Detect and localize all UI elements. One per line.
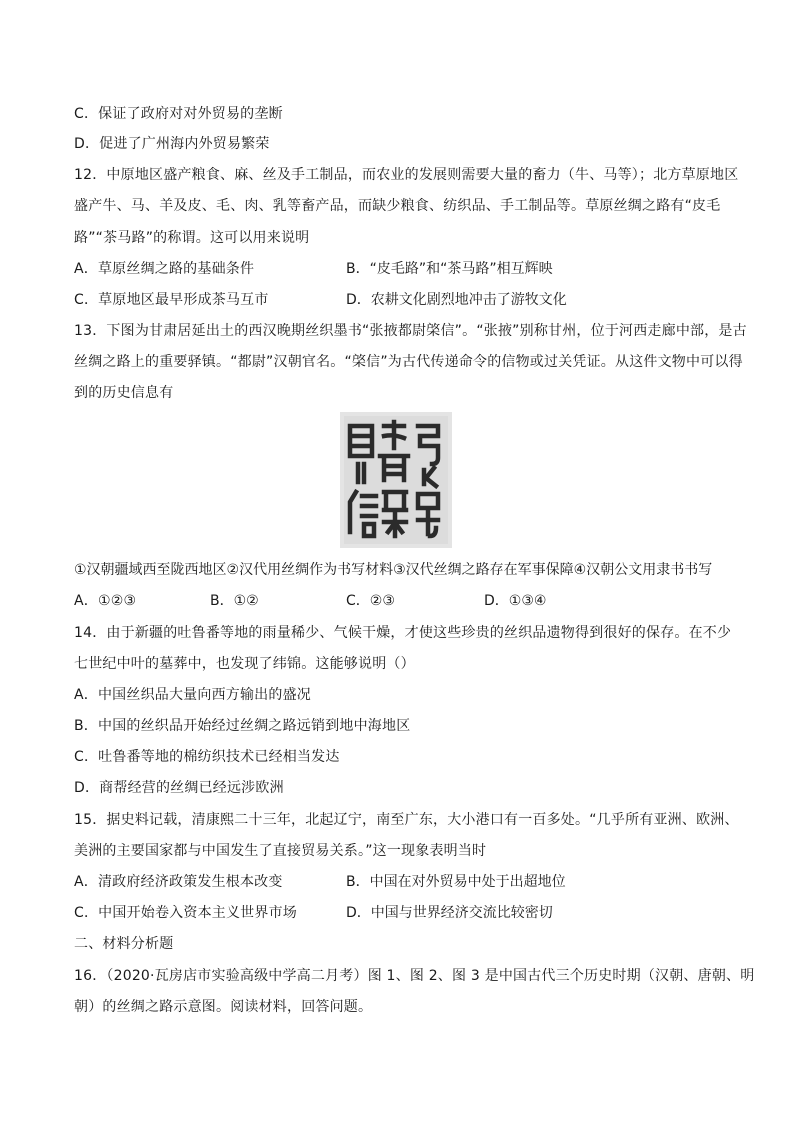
q12-option-b: B．“皮毛路”和“茶马路”相互辉映	[346, 261, 553, 277]
q13-option-c: C．②③	[346, 593, 395, 609]
q13-option-d: D．①③④	[484, 593, 547, 609]
q15-option-b: B．中国在对外贸易中处于出超地位	[346, 874, 566, 890]
q14-stem-line-1: 14．由于新疆的吐鲁番等地的雨量稀少、气候干燥，才使这些珍贵的丝织品遗物得到很好的保存。在不少	[74, 625, 732, 641]
q11-option-d: D．促进了广州海内外贸易繁荣	[74, 136, 270, 152]
q14-option-a: A．中国丝织品大量向西方输出的盛况	[74, 687, 311, 703]
q15-option-c: C．中国开始卷入资本主义世界市场	[74, 905, 297, 921]
q12-stem-line-1: 12．中原地区盛产粮食、麻、丝及手工制品，而农业的发展则需要大量的畜力（牛、马等）；北方草原地区	[74, 167, 739, 183]
q13-statements: ①汉朝疆域西至陇西地区②汉代用丝绸作为书写材料③汉代丝绸之路存在军事保障④汉朝公文用隶书书写	[74, 562, 713, 578]
q12-option-c: C．草原地区最早形成茶马互市	[74, 292, 269, 308]
q14-option-c: C．吐鲁番等地的棉纺织技术已经相当发达	[74, 749, 340, 765]
q15-stem-line-1: 15．据史料记载，清康熙二十三年，北起辽宁，南至广东，大小港口有一百多处。“几乎所有亚洲、欧洲、	[74, 812, 739, 828]
q12-option-a: A．草原丝绸之路的基础条件	[74, 261, 255, 277]
section-heading-material-analysis: 二、材料分析题	[74, 936, 174, 952]
q13-option-b: B．①②	[210, 593, 259, 609]
q15-option-d: D．中国与世界经济交流比较密切	[346, 905, 553, 921]
q13-option-a: A．①②③	[74, 593, 137, 609]
silk-seal-image	[340, 412, 452, 548]
q14-option-d: D．商帮经营的丝绸已经远涉欧洲	[74, 780, 284, 796]
q12-option-d: D．农耕文化剧烈地冲击了游牧文化	[346, 292, 567, 308]
q12-stem-line-3: 路”“茶马路”的称谓。这可以用来说明	[74, 230, 310, 246]
q16-stem-line-1: 16．（2020·瓦房店市实验高级中学高二月考）图 1、图 2、图 3 是中国古代三个历史时期（汉朝、唐朝、明	[74, 968, 755, 984]
q15-stem-line-2: 美洲的主要国家都与中国发生了直接贸易关系。”这一现象表明当时	[74, 843, 487, 859]
seal-script-drawing	[340, 412, 452, 548]
q16-stem-line-2: 朝）的丝绸之路示意图。阅读材料，回答问题。	[74, 999, 373, 1015]
q13-stem-line-1: 13．下图为甘肃居延出土的西汉晚期丝织墨书“张掖都尉棨信”。“张掖”别称甘州，位于河西走廊中部，是古	[74, 323, 747, 339]
q13-stem-line-2: 丝绸之路上的重要驿镇。“都尉”汉朝官名。“棨信”为古代传递命令的信物或过关凭证。从这件文物中可以得	[74, 354, 743, 370]
q15-option-a: A．清政府经济政策发生根本改变	[74, 874, 283, 890]
q12-stem-line-2: 盛产牛、马、羊及皮、毛、肉、乳等畜产品，而缺少粮食、纺织品、手工制品等。草原丝绸之路有“皮毛	[74, 198, 721, 214]
q13-stem-line-3: 到的历史信息有	[74, 385, 174, 401]
q14-stem-line-2: 七世纪中叶的墓葬中，也发现了纬锦。这能够说明（）	[74, 656, 415, 672]
q14-option-b: B．中国的丝织品开始经过丝绸之路远销到地中海地区	[74, 718, 411, 734]
q11-option-c: C．保证了政府对对外贸易的垄断	[74, 106, 283, 122]
